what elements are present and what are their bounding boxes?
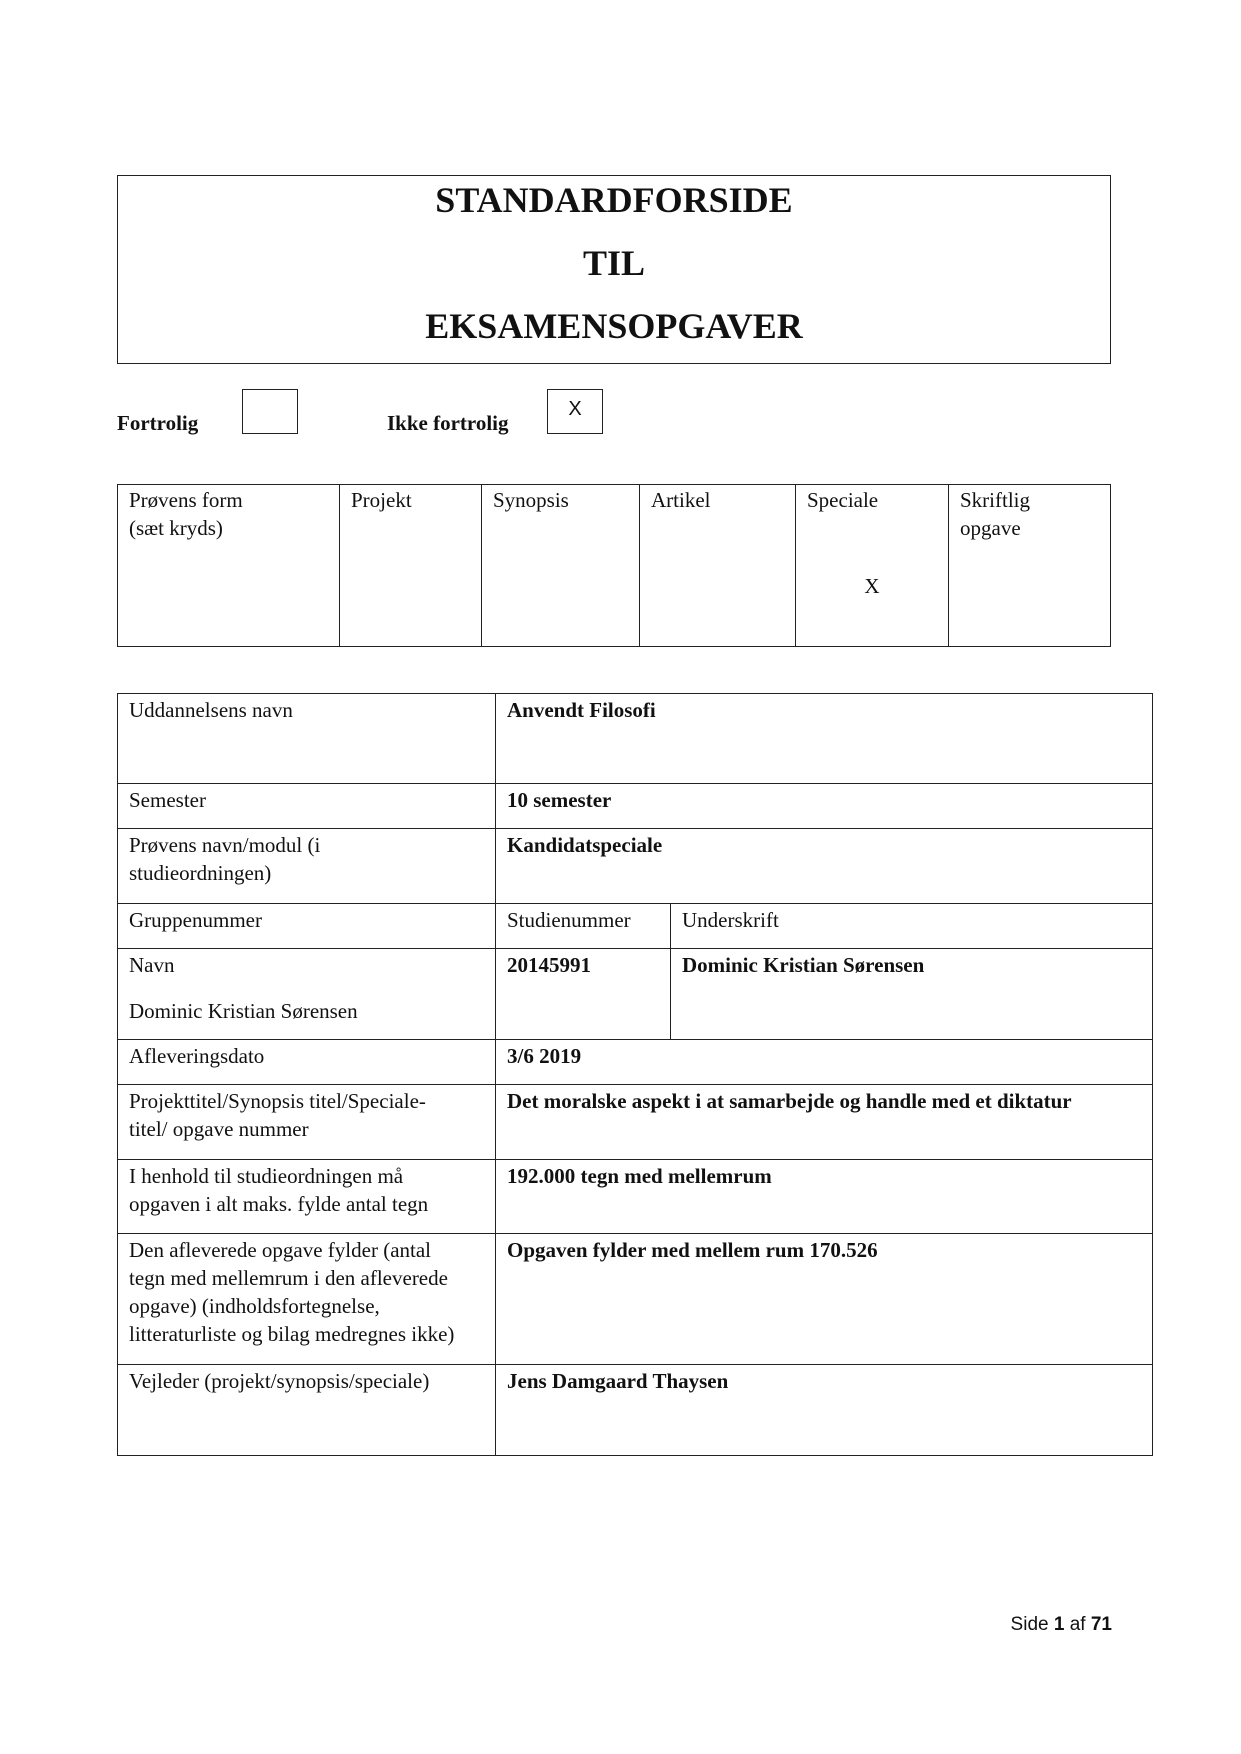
signature-value: Dominic Kristian Sørensen	[671, 949, 1153, 1040]
page-total: 71	[1090, 1614, 1112, 1635]
semester-value: 10 semester	[496, 784, 1153, 829]
table-row	[118, 829, 1153, 904]
title-line-1: STANDARDFORSIDE	[435, 180, 793, 220]
exam-form-option-projekt[interactable]	[340, 485, 482, 646]
date-label: Afleveringsdato	[118, 1040, 496, 1085]
exam-form-table	[117, 484, 1111, 647]
option-label: Projekt	[351, 488, 412, 512]
fortrolig-checkbox[interactable]	[242, 389, 298, 434]
exam-name-value: Kandidatspeciale	[496, 829, 1153, 904]
name-value: Dominic Kristian Sørensen	[129, 999, 358, 1023]
table-row	[118, 1234, 1153, 1365]
ikke-fortrolig-label: Ikke fortrolig	[387, 411, 509, 435]
page-prefix: Side	[1010, 1614, 1049, 1635]
table-row	[118, 784, 1153, 829]
title-line-3: EKSAMENSOPGAVER	[425, 306, 803, 346]
exam-form-header-cell	[118, 485, 340, 646]
exam-form-header: Prøvens form (sæt kryds)	[129, 488, 243, 540]
page-of: af	[1069, 1614, 1086, 1635]
table-row	[118, 694, 1153, 784]
exam-form-option-artikel[interactable]	[640, 485, 796, 646]
student-number-value: 20145991	[496, 949, 671, 1040]
title-line-2: TIL	[582, 243, 646, 283]
supervisor-value: Jens Damgaard Thaysen	[496, 1365, 1153, 1456]
page-number	[1011, 1613, 1112, 1637]
table-row	[118, 949, 1153, 1040]
table-row	[118, 904, 1153, 949]
name-label: Navn	[129, 953, 175, 977]
table-row	[118, 1160, 1153, 1234]
student-number-header: Studienummer	[496, 904, 671, 949]
option-label: Speciale	[807, 488, 879, 512]
semester-label: Semester	[118, 784, 496, 829]
title-label: Projekttitel/Synopsis titel/Speciale- titel/ opgave nummer	[118, 1085, 496, 1160]
education-value: Anvendt Filosofi	[496, 694, 1153, 784]
speciale-mark: X	[864, 574, 880, 598]
group-label: Gruppenummer	[118, 904, 496, 949]
supervisor-label: Vejleder (projekt/synopsis/speciale)	[118, 1365, 496, 1456]
actual-chars-value: Opgaven fylder med mellem rum 170.526	[496, 1234, 1153, 1365]
date-value: 3/6 2019	[496, 1040, 1153, 1085]
title-box	[117, 175, 1111, 364]
info-table	[117, 693, 1153, 1456]
option-label: Artikel	[651, 488, 711, 512]
exam-form-option-skriftlig-opgave[interactable]	[949, 485, 1110, 646]
signature-header: Underskrift	[671, 904, 1153, 949]
table-row	[118, 1365, 1153, 1456]
fortrolig-label: Fortrolig	[117, 411, 199, 435]
max-chars-value: 192.000 tegn med mellemrum	[496, 1160, 1153, 1234]
actual-chars-label: Den afleverede opgave fylder (antal tegn med mellemrum i den afleverede opgave) (indholdsfortegnelse, litteraturliste og bilag medregnes ikke)	[118, 1234, 496, 1365]
exam-name-label: Prøvens navn/modul (i studieordningen)	[118, 829, 496, 904]
max-chars-label: I henhold til studieordningen må opgaven i alt maks. fylde antal tegn	[118, 1160, 496, 1234]
table-row	[118, 1040, 1153, 1085]
exam-form-option-synopsis[interactable]	[482, 485, 640, 646]
education-label: Uddannelsens navn	[118, 694, 496, 784]
title-value: Det moralske aspekt i at samarbejde og handle med et diktatur	[496, 1085, 1153, 1160]
exam-form-option-speciale[interactable]	[796, 485, 949, 646]
name-cell	[118, 949, 496, 1040]
option-label: Skriftlig opgave	[960, 488, 1031, 540]
table-row	[118, 1085, 1153, 1160]
option-label: Synopsis	[493, 488, 569, 512]
ikke-fortrolig-checkbox[interactable]: X	[547, 389, 603, 434]
page-current: 1	[1053, 1614, 1065, 1635]
